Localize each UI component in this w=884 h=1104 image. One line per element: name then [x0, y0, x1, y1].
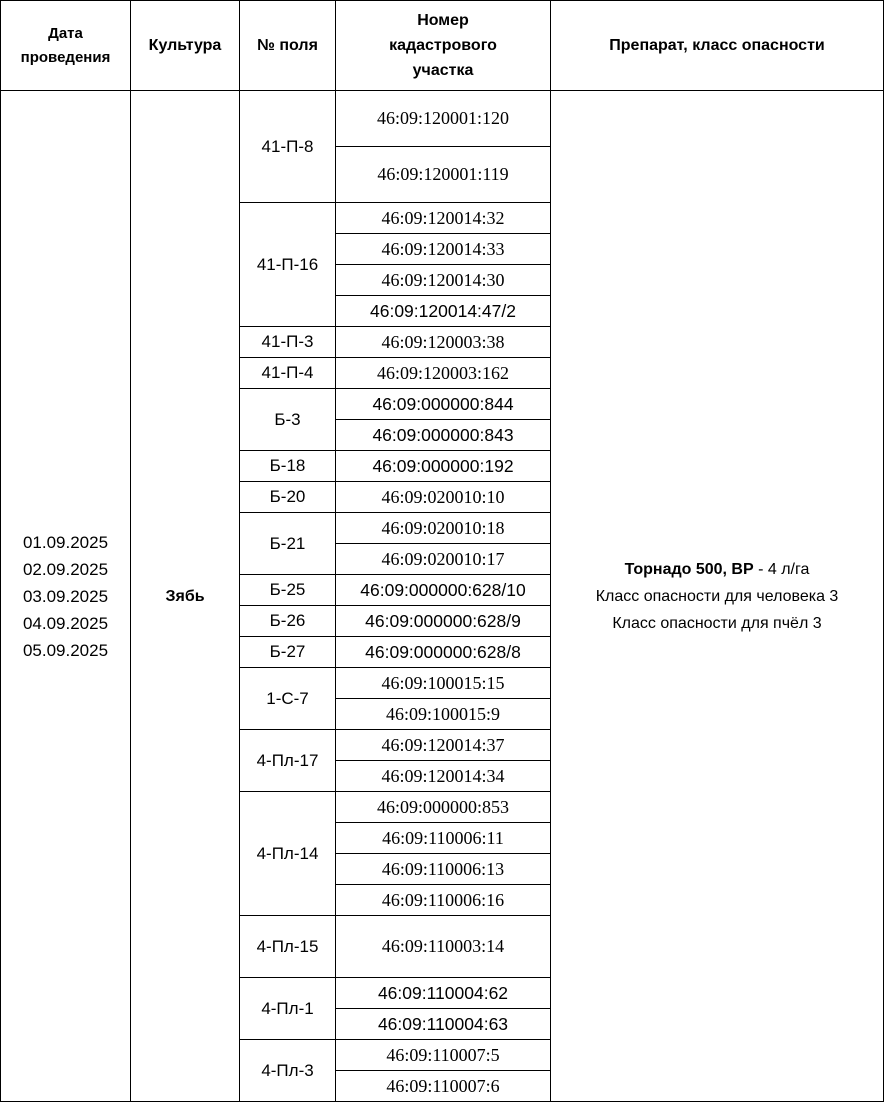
cadastral-number: 46:09:000000:192	[336, 451, 551, 482]
field-number: 41-П-16	[240, 203, 336, 327]
cadastral-number: 46:09:110006:16	[336, 885, 551, 916]
cadastral-number: 46:09:000000:853	[336, 792, 551, 823]
header-field-no: № поля	[240, 1, 336, 91]
header-date	[1, 1, 131, 91]
cadastral-number: 46:09:000000:628/8	[336, 637, 551, 668]
cadastral-number: 46:09:110007:5	[336, 1040, 551, 1071]
crop-cell	[131, 91, 240, 1102]
header-date-line2: проведения	[20, 48, 111, 66]
field-number: 4-Пл-1	[240, 978, 336, 1040]
cadastral-number: 46:09:120001:120	[336, 91, 551, 147]
field-number: Б-26	[240, 606, 336, 637]
field-number: 1-С-7	[240, 668, 336, 730]
field-number: 41-П-8	[240, 91, 336, 203]
cadastral-number: 46:09:020010:18	[336, 513, 551, 544]
header-date-line1: Дата	[48, 24, 83, 42]
crop-name: Зябь	[165, 587, 205, 605]
product-cell	[551, 91, 884, 1102]
header-product: Препарат, класс опасности	[551, 1, 884, 91]
date-item: 04.09.2025	[22, 613, 109, 633]
cadastral-number: 46:09:000000:628/10	[336, 575, 551, 606]
cadastral-number: 46:09:100015:15	[336, 668, 551, 699]
cadastral-number: 46:09:120003:38	[336, 327, 551, 358]
field-number: 4-Пл-17	[240, 730, 336, 792]
field-number: 4-Пл-3	[240, 1040, 336, 1102]
product-name: Торнадо 500, ВР	[624, 560, 754, 578]
cadastral-number: 46:09:000000:628/9	[336, 606, 551, 637]
header-cadastral	[336, 1, 551, 91]
table-header-row	[1, 1, 884, 91]
header-cadastral-line1: Номер	[417, 12, 469, 29]
human-hazard-class: Класс опасности для человека 3	[595, 587, 839, 605]
field-number: 41-П-3	[240, 327, 336, 358]
cadastral-number: 46:09:020010:10	[336, 482, 551, 513]
cadastral-number: 46:09:020010:17	[336, 544, 551, 575]
cadastral-number: 46:09:120014:37	[336, 730, 551, 761]
cadastral-number: 46:09:110006:13	[336, 854, 551, 885]
cadastral-number: 46:09:110006:11	[336, 823, 551, 854]
cadastral-number: 46:09:120014:47/2	[336, 296, 551, 327]
field-number: Б-3	[240, 389, 336, 451]
table-body	[1, 91, 884, 1102]
field-number: Б-27	[240, 637, 336, 668]
cadastral-number: 46:09:120014:34	[336, 761, 551, 792]
field-number: 41-П-4	[240, 358, 336, 389]
cadastral-number: 46:09:120014:33	[336, 234, 551, 265]
cadastral-number: 46:09:120014:30	[336, 265, 551, 296]
table-row	[1, 91, 884, 147]
cadastral-number: 46:09:000000:844	[336, 389, 551, 420]
header-cadastral-line3: участка	[412, 62, 474, 79]
dates-cell	[1, 91, 131, 1102]
date-item: 03.09.2025	[22, 586, 109, 606]
product-line	[551, 556, 883, 583]
field-number: 4-Пл-14	[240, 792, 336, 916]
header-crop: Культура	[131, 1, 240, 91]
cadastral-number: 46:09:100015:9	[336, 699, 551, 730]
bee-hazard-class: Класс опасности для пчёл 3	[612, 614, 822, 632]
field-number: Б-25	[240, 575, 336, 606]
cadastral-number: 46:09:110007:6	[336, 1071, 551, 1102]
field-number: Б-21	[240, 513, 336, 575]
cadastral-number: 46:09:120001:119	[336, 147, 551, 203]
header-cadastral-line2: кадастрового	[389, 37, 497, 54]
date-item: 01.09.2025	[22, 532, 109, 552]
cadastral-number: 46:09:120003:162	[336, 358, 551, 389]
date-item: 02.09.2025	[22, 559, 109, 579]
cadastral-number: 46:09:110004:63	[336, 1009, 551, 1040]
cadastral-number: 46:09:110004:62	[336, 978, 551, 1009]
field-number: Б-20	[240, 482, 336, 513]
date-item: 05.09.2025	[22, 640, 109, 660]
field-number: Б-18	[240, 451, 336, 482]
field-number: 4-Пл-15	[240, 916, 336, 978]
product-dose: - 4 л/га	[753, 560, 810, 578]
cadastral-number: 46:09:120014:32	[336, 203, 551, 234]
cadastral-number: 46:09:110003:14	[336, 916, 551, 978]
cadastral-number: 46:09:000000:843	[336, 420, 551, 451]
